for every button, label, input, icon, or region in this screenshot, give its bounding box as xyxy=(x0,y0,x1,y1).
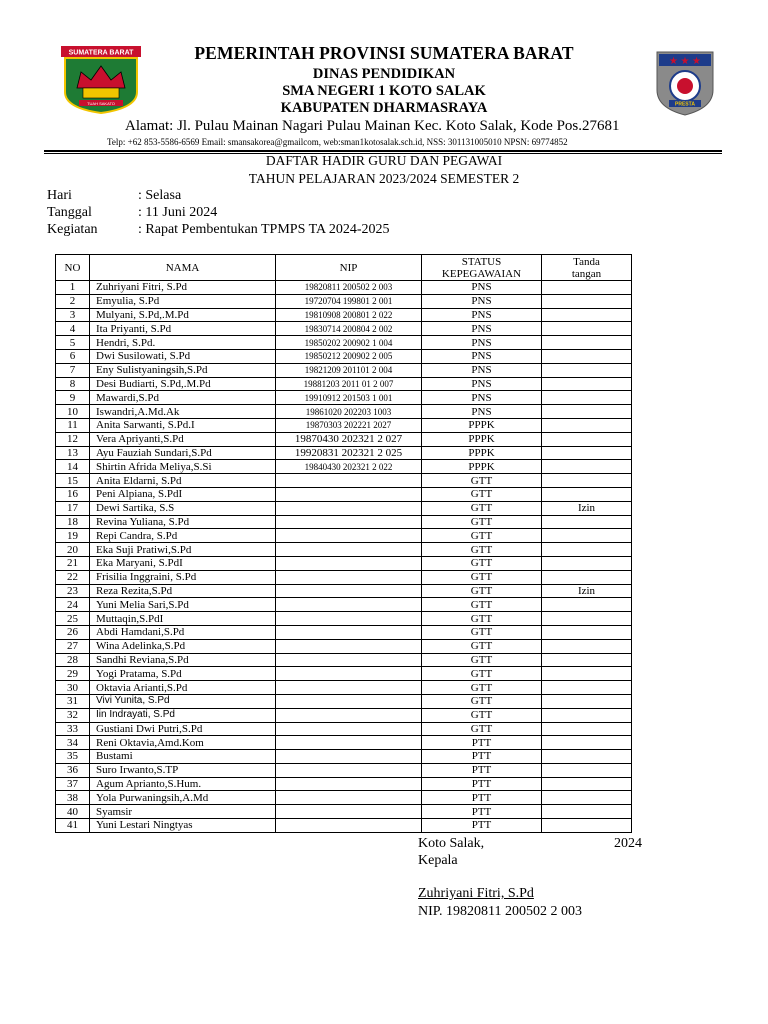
row-nip: 19910912 201503 1 001 xyxy=(276,391,422,405)
row-name: Yuni Lestari Ningtyas xyxy=(90,819,276,833)
row-nip xyxy=(276,819,422,833)
row-number: 26 xyxy=(56,625,90,639)
row-signature xyxy=(542,612,632,626)
row-name: Zuhriyani Fitri, S.Pd xyxy=(90,281,276,295)
table-row xyxy=(56,418,632,432)
row-name: Mawardi,S.Pd xyxy=(90,391,276,405)
row-name: Ayu Fauziah Sundari,S.Pd xyxy=(90,446,276,460)
row-signature xyxy=(542,694,632,708)
table-row xyxy=(56,515,632,529)
table-row xyxy=(56,722,632,736)
table-row xyxy=(56,529,632,543)
row-number: 7 xyxy=(56,363,90,377)
row-number: 27 xyxy=(56,639,90,653)
table-row xyxy=(56,777,632,791)
row-name: Anita Eldarni, S.Pd xyxy=(90,474,276,488)
row-status: GTT xyxy=(422,708,542,722)
row-nip xyxy=(276,584,422,598)
row-nip xyxy=(276,487,422,501)
status-header-line1: STATUS xyxy=(461,255,502,268)
row-number: 18 xyxy=(56,515,90,529)
row-name: Hendri, S.Pd. xyxy=(90,336,276,350)
activity-label: Kegiatan xyxy=(47,222,98,237)
table-row xyxy=(56,694,632,708)
table-row xyxy=(56,791,632,805)
row-status: GTT xyxy=(422,543,542,557)
row-number: 33 xyxy=(56,722,90,736)
row-name: Syamsir xyxy=(90,805,276,819)
row-name: Emyulia, S.Pd xyxy=(90,294,276,308)
row-status: PTT xyxy=(422,791,542,805)
column-header-no: NO xyxy=(56,255,90,281)
table-row xyxy=(56,681,632,695)
row-status: GTT xyxy=(422,529,542,543)
row-name: Peni Alpiana, S.PdI xyxy=(90,487,276,501)
row-nip: 19830714 200804 2 002 xyxy=(276,322,422,336)
date-value: : 11 Juni 2024 xyxy=(138,205,218,220)
row-name: Dwi Susilowati, S.Pd xyxy=(90,349,276,363)
table-row xyxy=(56,570,632,584)
row-name: Reza Rezita,S.Pd xyxy=(90,584,276,598)
row-signature: Izin xyxy=(542,501,632,515)
status-header-line2: KEPEGAWAIAN xyxy=(441,267,522,280)
row-nip: 19920831 202321 2 025 xyxy=(276,446,422,460)
column-header-tanda-tangan xyxy=(542,255,632,281)
row-signature xyxy=(542,777,632,791)
row-number: 20 xyxy=(56,543,90,557)
table-row xyxy=(56,639,632,653)
table-row xyxy=(56,405,632,419)
signature-role: Kepala xyxy=(418,853,458,868)
row-name: Gustiani Dwi Putri,S.Pd xyxy=(90,722,276,736)
regency-name: KABUPATEN DHARMASRAYA xyxy=(280,100,488,116)
row-name: Yola Purwaningsih,A.Md xyxy=(90,791,276,805)
activity-value: : Rapat Pembentukan TPMPS TA 2024-2025 xyxy=(138,222,390,237)
row-signature xyxy=(542,763,632,777)
government-title: PEMERINTAH PROVINSI SUMATERA BARAT xyxy=(194,43,574,63)
row-signature xyxy=(542,543,632,557)
row-signature xyxy=(542,625,632,639)
table-row xyxy=(56,487,632,501)
row-nip xyxy=(276,722,422,736)
row-nip: 19810908 200801 2 022 xyxy=(276,308,422,322)
row-status: PPPK xyxy=(422,446,542,460)
row-number: 17 xyxy=(56,501,90,515)
row-name: Sandhi Reviana,S.Pd xyxy=(90,653,276,667)
row-status: GTT xyxy=(422,625,542,639)
row-nip xyxy=(276,777,422,791)
date-label: Tanggal xyxy=(47,205,92,220)
row-name: Bustami xyxy=(90,750,276,764)
badge-stars-icon: ★ ★ ★ xyxy=(669,56,701,67)
row-status: PNS xyxy=(422,322,542,336)
row-number: 9 xyxy=(56,391,90,405)
row-status: PNS xyxy=(422,349,542,363)
row-signature xyxy=(542,418,632,432)
row-signature xyxy=(542,294,632,308)
row-signature xyxy=(542,281,632,295)
row-name: Eka Suji Pratiwi,S.Pd xyxy=(90,543,276,557)
row-status: PTT xyxy=(422,777,542,791)
row-signature xyxy=(542,474,632,488)
row-signature xyxy=(542,405,632,419)
row-status: PNS xyxy=(422,405,542,419)
row-number: 3 xyxy=(56,308,90,322)
row-signature xyxy=(542,708,632,722)
department-title: DINAS PENDIDIKAN xyxy=(312,66,456,82)
row-name: Abdi Hamdani,S.Pd xyxy=(90,625,276,639)
row-signature xyxy=(542,667,632,681)
badge-label-text: PRESTA xyxy=(675,101,695,108)
row-nip xyxy=(276,653,422,667)
row-nip xyxy=(276,625,422,639)
school-address: Alamat: Jl. Pulau Mainan Nagari Pulau Mainan Kec. Koto Salak, Kode Pos.27681 xyxy=(125,118,620,134)
emblem-ribbon-text: TUAH SAKATO xyxy=(87,100,115,106)
table-row xyxy=(56,446,632,460)
row-number: 15 xyxy=(56,474,90,488)
table-row xyxy=(56,501,632,515)
row-status: PNS xyxy=(422,391,542,405)
row-status: PPPK xyxy=(422,460,542,474)
row-name: Agum Aprianto,S.Hum. xyxy=(90,777,276,791)
school-contact: Telp: +62 853-5586-6569 Email: smansakorea@gmailcom, web:sman1kotosalak.sch.id, NSS: 301131005010 NPSN: 69774852 xyxy=(107,137,568,147)
row-number: 40 xyxy=(56,805,90,819)
row-number: 28 xyxy=(56,653,90,667)
header-divider-thick xyxy=(44,150,722,152)
emblem-banner-text: SUMATERA BARAT xyxy=(68,49,134,57)
row-number: 24 xyxy=(56,598,90,612)
row-status: GTT xyxy=(422,639,542,653)
row-number: 19 xyxy=(56,529,90,543)
row-signature xyxy=(542,750,632,764)
row-nip: 19821209 201101 2 004 xyxy=(276,363,422,377)
school-name: SMA NEGERI 1 KOTO SALAK xyxy=(282,83,486,99)
table-row xyxy=(56,349,632,363)
row-number: 36 xyxy=(56,763,90,777)
row-number: 34 xyxy=(56,736,90,750)
row-status: PTT xyxy=(422,736,542,750)
row-number: 41 xyxy=(56,819,90,833)
table-row xyxy=(56,805,632,819)
row-status: PPPK xyxy=(422,418,542,432)
row-number: 21 xyxy=(56,556,90,570)
row-name: Revina Yuliana, S.Pd xyxy=(90,515,276,529)
table-header-row xyxy=(56,255,632,281)
row-nip: 19850212 200902 2 005 xyxy=(276,349,422,363)
table-row xyxy=(56,750,632,764)
table-row xyxy=(56,281,632,295)
table-row xyxy=(56,625,632,639)
row-signature xyxy=(542,308,632,322)
row-nip xyxy=(276,474,422,488)
row-signature xyxy=(542,460,632,474)
tanda-header-line1: Tanda xyxy=(573,255,600,268)
row-name: Anita Sarwanti, S.Pd.I xyxy=(90,418,276,432)
row-number: 38 xyxy=(56,791,90,805)
row-signature xyxy=(542,515,632,529)
row-number: 4 xyxy=(56,322,90,336)
table-row xyxy=(56,363,632,377)
table-row xyxy=(56,322,632,336)
row-name: Wina Adelinka,S.Pd xyxy=(90,639,276,653)
row-signature xyxy=(542,791,632,805)
signature-place: Koto Salak, xyxy=(418,836,485,851)
row-number: 29 xyxy=(56,667,90,681)
row-signature xyxy=(542,819,632,833)
table-row xyxy=(56,667,632,681)
row-nip xyxy=(276,639,422,653)
row-status: GTT xyxy=(422,681,542,695)
table-row xyxy=(56,336,632,350)
table-row xyxy=(56,763,632,777)
row-signature xyxy=(542,736,632,750)
row-signature xyxy=(542,432,632,446)
row-name: Suro Irwanto,S.TP xyxy=(90,763,276,777)
table-row xyxy=(56,612,632,626)
row-nip: 19881203 2011 01 2 007 xyxy=(276,377,422,391)
row-signature xyxy=(542,598,632,612)
row-name: Iswandri,A.Md.Ak xyxy=(90,405,276,419)
row-number: 6 xyxy=(56,349,90,363)
row-number: 35 xyxy=(56,750,90,764)
row-nip: 19861020 202203 1003 xyxy=(276,405,422,419)
row-status: GTT xyxy=(422,598,542,612)
row-signature xyxy=(542,349,632,363)
row-signature xyxy=(542,639,632,653)
row-nip xyxy=(276,543,422,557)
row-name: Eka Maryani, S.PdI xyxy=(90,556,276,570)
table-row xyxy=(56,556,632,570)
tanda-header-line2: tangan xyxy=(571,267,602,280)
row-signature xyxy=(542,722,632,736)
column-header-status xyxy=(422,255,542,281)
row-signature: Izin xyxy=(542,584,632,598)
row-number: 25 xyxy=(56,612,90,626)
row-status: PNS xyxy=(422,308,542,322)
column-header-nama: NAMA xyxy=(90,255,276,281)
table-row xyxy=(56,653,632,667)
row-nip xyxy=(276,556,422,570)
row-status: GTT xyxy=(422,487,542,501)
row-nip xyxy=(276,805,422,819)
row-nip xyxy=(276,598,422,612)
row-number: 22 xyxy=(56,570,90,584)
row-nip: 19870430 202321 2 027 xyxy=(276,432,422,446)
document-title: DAFTAR HADIR GURU DAN PEGAWAI xyxy=(265,153,503,168)
row-name: Reni Oktavia,Amd.Kom xyxy=(90,736,276,750)
row-status: PPPK xyxy=(422,432,542,446)
row-status: PTT xyxy=(422,819,542,833)
row-number: 30 xyxy=(56,681,90,695)
table-row xyxy=(56,708,632,722)
table-row xyxy=(56,819,632,833)
row-status: GTT xyxy=(422,722,542,736)
row-number: 12 xyxy=(56,432,90,446)
table-row xyxy=(56,598,632,612)
row-signature xyxy=(542,681,632,695)
row-number: 13 xyxy=(56,446,90,460)
row-name: Dewi Sartika, S.S xyxy=(90,501,276,515)
row-name: Shirtin Afrida Meliya,S.Si xyxy=(90,460,276,474)
signatory-nip: NIP. 19820811 200502 2 003 xyxy=(418,904,582,919)
document-subtitle: TAHUN PELAJARAN 2023/2024 SEMESTER 2 xyxy=(248,171,520,186)
row-nip xyxy=(276,529,422,543)
row-nip xyxy=(276,736,422,750)
row-nip xyxy=(276,750,422,764)
row-name: Yuni Melia Sari,S.Pd xyxy=(90,598,276,612)
row-number: 16 xyxy=(56,487,90,501)
row-name: Iin Indrayati, S.Pd xyxy=(90,708,276,722)
row-status: GTT xyxy=(422,653,542,667)
table-row xyxy=(56,474,632,488)
row-status: PTT xyxy=(422,763,542,777)
row-status: PNS xyxy=(422,377,542,391)
row-status: PTT xyxy=(422,750,542,764)
column-header-nip: NIP xyxy=(276,255,422,281)
row-nip xyxy=(276,667,422,681)
row-status: GTT xyxy=(422,612,542,626)
row-signature xyxy=(542,391,632,405)
row-name: Desi Budiarti, S.Pd,.M.Pd xyxy=(90,377,276,391)
row-number: 5 xyxy=(56,336,90,350)
row-number: 23 xyxy=(56,584,90,598)
row-name: Frisilia Inggraini, S.Pd xyxy=(90,570,276,584)
signature-year: 2024 xyxy=(614,836,642,851)
table-row xyxy=(56,308,632,322)
row-status: GTT xyxy=(422,570,542,584)
row-name: Yogi Pratama, S.Pd xyxy=(90,667,276,681)
table-row xyxy=(56,584,632,598)
row-nip: 19870303 202221 2027 xyxy=(276,418,422,432)
row-signature xyxy=(542,653,632,667)
row-nip xyxy=(276,501,422,515)
row-signature xyxy=(542,805,632,819)
row-number: 31 xyxy=(56,694,90,708)
row-name: Eny Sulistyaningsih,S.Pd xyxy=(90,363,276,377)
row-nip xyxy=(276,681,422,695)
row-status: GTT xyxy=(422,556,542,570)
table-row xyxy=(56,294,632,308)
row-nip xyxy=(276,694,422,708)
row-nip: 19850202 200902 1 004 xyxy=(276,336,422,350)
table-row xyxy=(56,736,632,750)
row-number: 14 xyxy=(56,460,90,474)
row-name: Repi Candra, S.Pd xyxy=(90,529,276,543)
row-signature xyxy=(542,487,632,501)
row-nip: 19720704 199801 2 001 xyxy=(276,294,422,308)
row-number: 1 xyxy=(56,281,90,295)
row-number: 37 xyxy=(56,777,90,791)
row-number: 11 xyxy=(56,418,90,432)
row-name: Oktavia Arianti,S.Pd xyxy=(90,681,276,695)
row-signature xyxy=(542,336,632,350)
row-name: Muttaqin,S.PdI xyxy=(90,612,276,626)
table-row xyxy=(56,432,632,446)
row-status: GTT xyxy=(422,667,542,681)
day-label: Hari xyxy=(47,188,72,203)
day-value: : Selasa xyxy=(138,188,182,203)
row-nip xyxy=(276,612,422,626)
row-status: GTT xyxy=(422,501,542,515)
row-name: Vivi Yunita, S.Pd xyxy=(90,694,276,708)
table-row xyxy=(56,460,632,474)
row-number: 10 xyxy=(56,405,90,419)
row-nip xyxy=(276,708,422,722)
row-name: Mulyani, S.Pd,.M.Pd xyxy=(90,308,276,322)
row-name: Ita Priyanti, S.Pd xyxy=(90,322,276,336)
row-status: PTT xyxy=(422,805,542,819)
row-signature xyxy=(542,363,632,377)
row-nip xyxy=(276,515,422,529)
row-status: GTT xyxy=(422,694,542,708)
row-number: 8 xyxy=(56,377,90,391)
row-status: GTT xyxy=(422,474,542,488)
row-nip: 19820811 200502 2 003 xyxy=(276,281,422,295)
row-status: PNS xyxy=(422,281,542,295)
row-status: GTT xyxy=(422,584,542,598)
row-status: PNS xyxy=(422,294,542,308)
row-status: GTT xyxy=(422,515,542,529)
row-nip xyxy=(276,763,422,777)
row-signature xyxy=(542,529,632,543)
signatory-name: Zuhriyani Fitri, S.Pd xyxy=(418,886,534,901)
row-name: Vera Apriyanti,S.Pd xyxy=(90,432,276,446)
row-signature xyxy=(542,322,632,336)
row-number: 32 xyxy=(56,708,90,722)
row-number: 2 xyxy=(56,294,90,308)
attendance-table xyxy=(55,254,632,833)
table-row xyxy=(56,391,632,405)
row-nip xyxy=(276,570,422,584)
row-status: PNS xyxy=(422,336,542,350)
row-nip: 19840430 202321 2 022 xyxy=(276,460,422,474)
row-signature xyxy=(542,446,632,460)
row-signature xyxy=(542,570,632,584)
table-row xyxy=(56,543,632,557)
row-signature xyxy=(542,556,632,570)
table-row xyxy=(56,377,632,391)
row-signature xyxy=(542,377,632,391)
row-nip xyxy=(276,791,422,805)
row-status: PNS xyxy=(422,363,542,377)
